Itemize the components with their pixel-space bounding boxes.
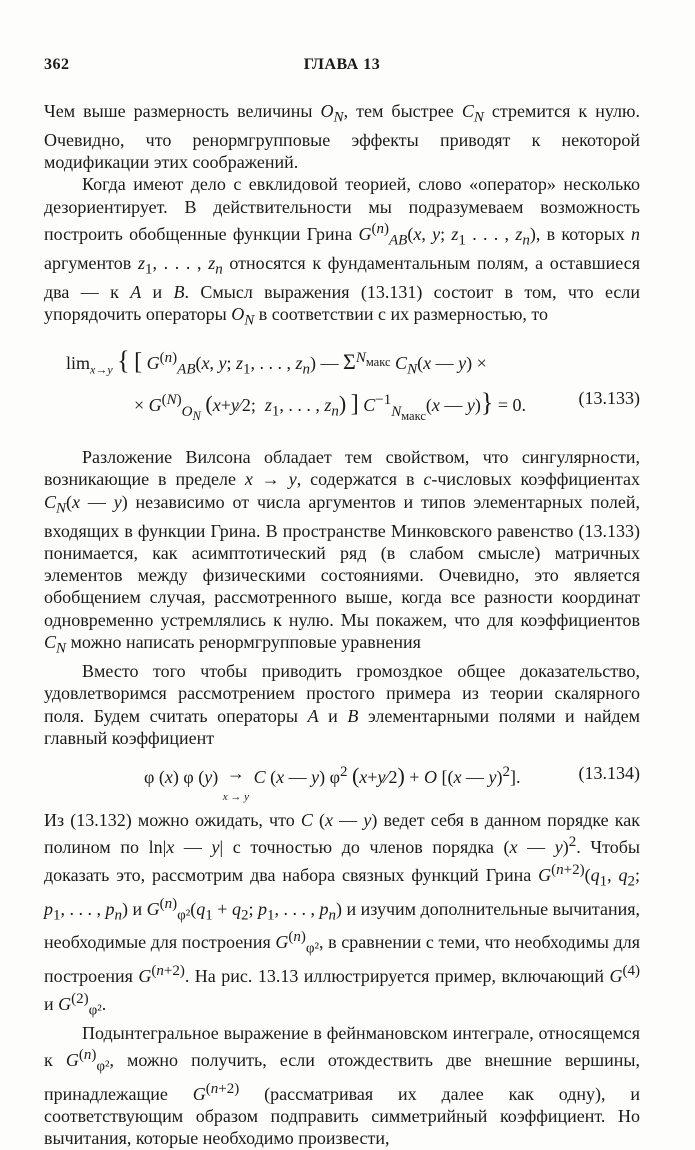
page-number: 362 xyxy=(44,56,70,73)
running-header xyxy=(44,56,640,78)
paragraph-4: Вместо того чтобы приводить громоздкое общее доказательство, удовлетворимся рассмотрением простого примера из теории скалярного поля. Будем считать операторы A и B элементарными полями и найдем главный коэффициент xyxy=(44,660,640,748)
equation-number: (13.134) xyxy=(578,763,640,784)
paragraph-5: Из (13.132) можно ожидать, что C (x — y) ведет себя в данном порядке как полином по ln|x — y| с точностью до членов порядка (x — y)$^2$. Чтобы доказать это, рассмотрим два набора связных функций Грина $G^{(n+2)}(q_1$, $q_2$; $p_1$, . . . , $p_n$) и $G^{(n)}_{\varphi^2}(q_1 + q_2$; $p_1$, . . . , $p_n$) и изучим дополнительные вычитания, необходимые для построения $G^{(n)}_{\varphi^2}$, в сравнении с теми, что необходимы для построения $G^{(n+2)}$. На рис. 13.13 иллюстрируется пример, включающий $G^{(4)}$ и $G^{(2)}_{\varphi^2}$. xyxy=(44,810,641,1019)
paragraph-1: Чем выше размерность величины $O_N$, тем быстрее $C_N$ стремится к нулю. Очевидно, что ренормгрупповые эффекты приводят к некоторой модификации этих соображений. xyxy=(44,101,640,173)
equation-number: (13.133) xyxy=(578,388,640,409)
equation-formula: φ (x) φ (y) → x → y C (x — y) $\varphi^2$ (x+y⁄2) + O [(x — y)$^2$]. xyxy=(144,763,521,804)
paragraph-2: Когда имеют дело с евклидовой теорией, слово «оператор» несколько дезориентирует. В действительности мы подразумеваем возможность построить обобщенные функции Грина $G^{(n)}_{AB}(x$, y; $z_1$ . . . , $z_n$), в которых n аргументов $z_1$, . . . , $z_n$ относятся к фундаментальным полям, а оставшиеся два — к A и B. Смысл выражения (13.131) состоит в том, что если упорядочить операторы $O_N$ в соответствии с их размерностью, то xyxy=(44,174,640,329)
page-body xyxy=(44,100,640,1150)
equation-13-133 xyxy=(44,340,640,440)
paragraph-6: Подынтегральное выражение в фейнмановском интеграле, относящемся к $G^{(n)}_{\varphi^2}$, можно получить, если отождествить две внешние вершины, принадлежащие $G^{(n+2)}$ (рассматривая их далее как одну), и соответствующим образом подправить симметрийный коэффициент. Но вычитания, которые необходимо произвести, xyxy=(44,1022,640,1149)
paragraph-3: Разложение Вилсона обладает тем свойством, что сингулярности, возникающие в пределе x → y, содержатся в c-числовых коэффициентах $C_N(x$ — y) независимо от числа аргументов и типов элементарных полей, входящих в функции Грина. В пространстве Минковского равенство (13.133) понимается, как асимптотический ряд (в слабом смысле) матричных элементов между физическими состояниями. Очевидно, это является обобщением случая, рассмотренного выше, когда все разности координат одновременно устремлялись к нулю. Мы покажем, что для коэффициентов $C_N$ можно написать ренормгрупповые уравнения xyxy=(44,447,640,657)
equation-line-1: $\lim_{x\to y}$ { [ $G^{(n)}_{AB}(x$, y; $z_1$, . . . , $z_n$) — $\Sigma^{N_{макс}}$ $C_N(x$ — y) × xyxy=(66,346,487,378)
equation-line-2: × $G^{(N)}_{O_N}$ (x+y⁄2; $z_1$, . . . , $z_n$) ] $C^{-1}_{N_{макс}}(x$ — y)} = 0. xyxy=(134,388,527,423)
equation-13-134 xyxy=(44,753,640,807)
chapter-title: ГЛАВА 13 xyxy=(303,56,381,73)
